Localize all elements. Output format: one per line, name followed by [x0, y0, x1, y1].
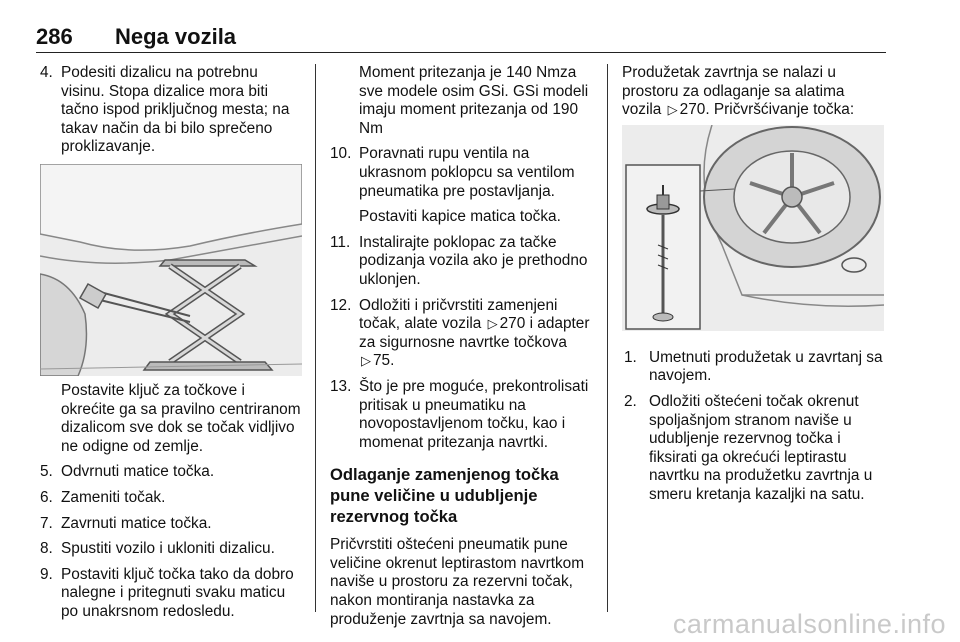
list-item: 7. Zavrnuti matice točka. [40, 514, 212, 532]
list-item: 1. Umetnuti produžetak u zavrtanj sa navojem. [624, 348, 883, 385]
list-item: 5. Odvrnuti matice točka. [40, 463, 215, 481]
triangle-right-icon: ▷ [361, 353, 371, 369]
header-divider [36, 52, 886, 53]
list-item: 13. Što je pre moguće, prekontrolisati pritisak u pneumatiku na novopostavljenom točku, kao i momenat pritezanja navrtki. [330, 377, 589, 451]
triangle-right-icon: ▷ [667, 102, 678, 118]
step-sub-text: Postavite ključ za točkove i okrećite ga sa pravilno centriranom dizalicom sve dok se točak vidljivo ne odigne od zemlje. [61, 381, 301, 455]
page-number: 286 [36, 24, 73, 49]
spare-wheel-illustration [622, 125, 884, 331]
list-item: 10. Poravnati rupu ventila na ukrasnom poklopcu sa ventilom pneumatika pre postavljanja. [330, 145, 575, 200]
column-1 [40, 64, 302, 629]
list-item: 9. Postaviti ključ točka tako da dobro nalegne i pritegnuti svaku maticu po unakrsnom redosledu. [40, 565, 294, 620]
page-header [36, 24, 886, 54]
list-item: 11. Instalirajte poklopac za tačke podizanja vozila ako je prethodno uklonjen. [330, 233, 588, 288]
list-item: 12. Odložiti i pričvrstiti zamenjeni točak, alate vozila ▷ 270 i adapter za sigurnosne navrtke točkova ▷ 75. [330, 296, 590, 370]
page-ref-link[interactable]: 75. [373, 352, 395, 370]
paragraph: Produžetak zavrtnja se nalazi u prostoru za odlaganje sa alatima vozila ▷ 270. Pričvršćivanje točka: [622, 64, 855, 119]
step-continuation: Moment pritezanja je 140 Nmza sve modele osim GSi. GSi modeli imaju moment pritezanja od 190 Nm [359, 64, 589, 137]
list-item: 2. Odložiti oštećeni točak okrenut spoljašnjom stranom naviše u udubljenje rezervnog točka i fiksirati ga okrećući leptirastu navrtku na produžetku zavrtnja u smeru kretanja kazaljki na satu. [624, 392, 873, 503]
step-text: Podesiti dizalicu na potrebnu visinu. Stopa dizalice mora biti tačno ispod priključnog mesta; na takav način da bi bilo sprečeno proklizavanje. [61, 64, 290, 156]
column-divider [315, 64, 316, 612]
section-heading: Odlaganje zamenjenog točka pune veličine u udubljenje rezervnog točka [330, 465, 559, 527]
paragraph: Pričvrstiti oštećeni pneumatik pune veličine okrenut leptirastom navrtkom naviše u prostoru za rezervni točak, nakon montiranja nastavka za produženje zavrtnja sa navojem. [330, 536, 585, 628]
page-ref-link[interactable]: 270 [499, 315, 526, 333]
spare-wheel-drawing [622, 125, 884, 331]
jack-drawing [40, 164, 302, 376]
triangle-right-icon: ▷ [487, 316, 498, 332]
column-2 [330, 64, 594, 636]
page-ref-link[interactable]: 270 [679, 101, 706, 119]
jack-illustration [40, 164, 302, 376]
page-title: Nega vozila [115, 24, 237, 49]
column-divider [607, 64, 608, 612]
step-sub-text: Postaviti kapice matica točka. [359, 208, 561, 226]
watermark: carmanualsonline.info [672, 609, 946, 639]
list-item: 8. Spustiti vozilo i ukloniti dizalicu. [40, 540, 275, 558]
list-item: 4. Podesiti dizalicu na potrebnu visinu. Stopa dizalice mora biti tačno ispod priključnog mesta; na takav način da bi bilo sprečeno proklizavanje. [40, 64, 290, 156]
column-3 [622, 64, 886, 512]
list-item: 6. Zameniti točak. [40, 488, 166, 506]
